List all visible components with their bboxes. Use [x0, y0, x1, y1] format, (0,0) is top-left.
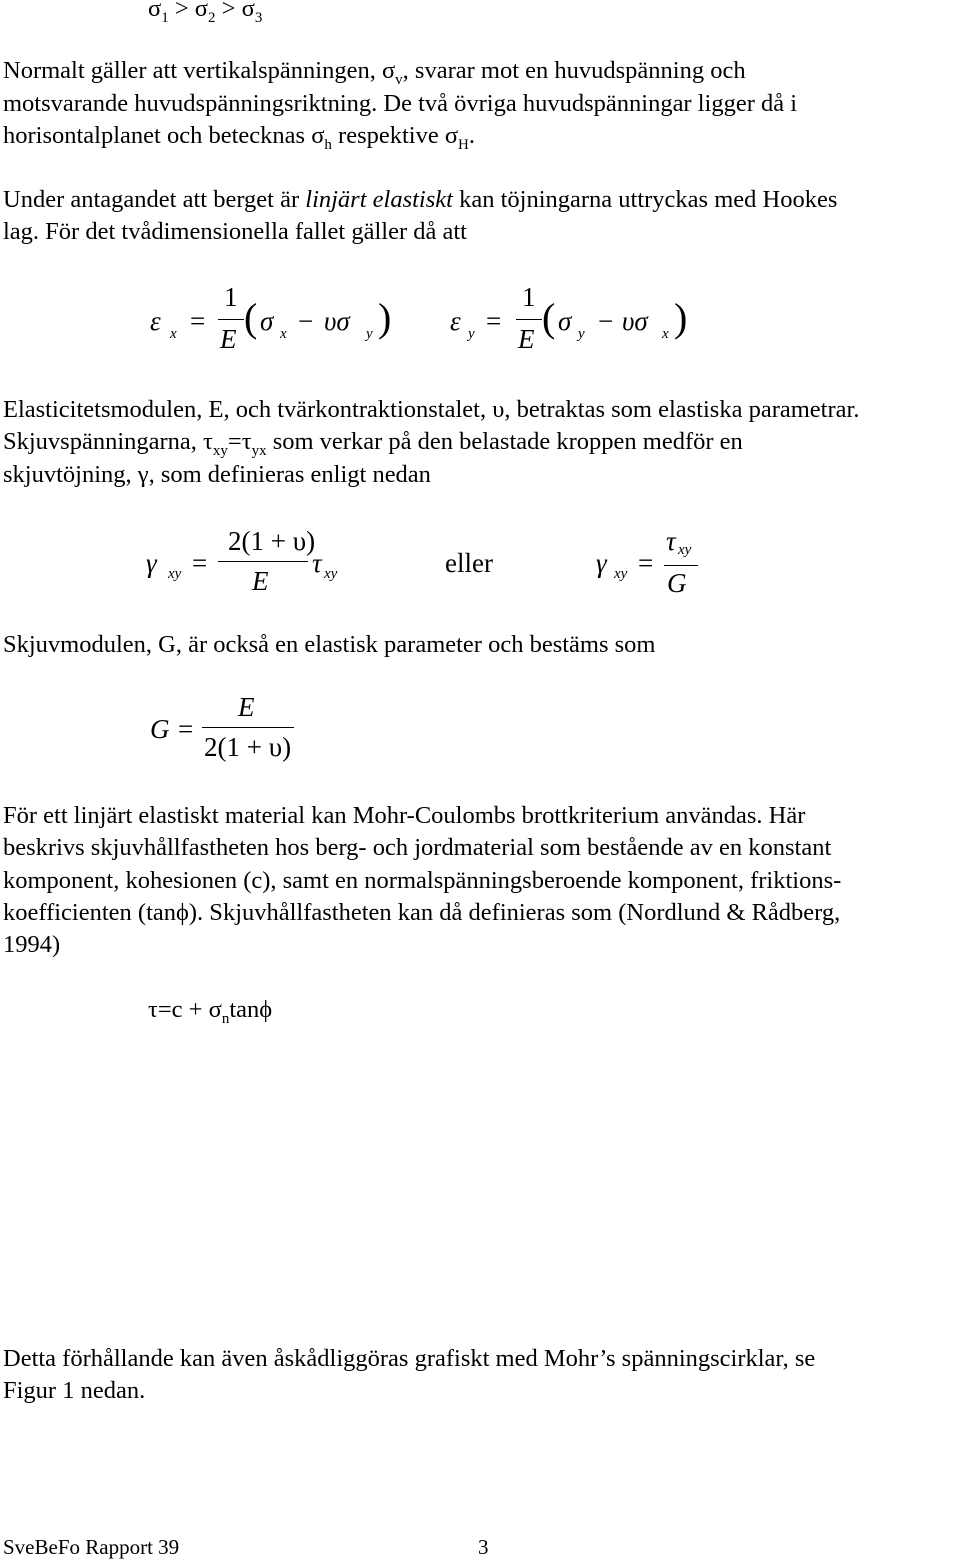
text: Under antagandet att berget är — [3, 186, 306, 213]
sub-y: y — [366, 326, 373, 342]
denominator-G: G — [667, 568, 687, 598]
subscript: h — [324, 137, 332, 153]
text-line: beskrivs skjuvhållfastheten hos berg- och jordmaterial som bestående av en konstant — [3, 834, 832, 861]
sub-xy: xy — [614, 566, 628, 582]
sub-x: x — [662, 326, 669, 342]
text-line — [3, 120, 475, 155]
text-line: Detta förhållande kan även åskådliggöras grafiskt med Mohr’s spänningscirklar, se — [3, 1345, 816, 1372]
text: Normalt gäller att vertikalspänningen, σ — [3, 57, 396, 84]
G-symbol: G — [150, 714, 170, 744]
sigma-symbol: σ — [260, 306, 274, 336]
subscript: n — [221, 1011, 230, 1027]
sigma-1: σ — [148, 0, 162, 22]
sigma-3: σ — [241, 0, 255, 22]
denominator: 2(1 + υ) — [204, 732, 292, 762]
gt-2: > — [215, 0, 242, 22]
text-line — [3, 55, 746, 90]
sub-x: x — [280, 326, 287, 342]
text: horisontalplanet och betecknas σ — [3, 122, 325, 149]
text: som verkar på den belastade kroppen medför en — [266, 428, 743, 455]
sub-xy: xy — [168, 566, 182, 582]
subscript: v — [395, 72, 403, 88]
nu-sigma: υσ — [324, 306, 350, 336]
text-line: lag. För det tvådimensionella fallet gäller då att — [3, 218, 467, 245]
sigma-symbol: σ — [558, 306, 572, 336]
gamma-symbol: γ — [596, 548, 607, 578]
nu-sigma: υσ — [622, 306, 648, 336]
fraction-bar — [202, 727, 294, 728]
equals: = — [486, 306, 502, 336]
text: τ=c + σ — [148, 996, 222, 1023]
or-word: eller — [445, 548, 493, 578]
text-line: motsvarande huvudspänningsriktning. De två övriga huvudspänningar ligger då i — [3, 90, 798, 117]
text-line: Figur 1 nedan. — [3, 1377, 146, 1404]
text: respektive σ — [331, 122, 459, 149]
mohr-coulomb-equation — [148, 994, 272, 1029]
sub-3: 3 — [254, 10, 263, 26]
sub-x: x — [170, 326, 177, 342]
tau-symbol: τ — [666, 526, 676, 556]
right-paren: ) — [378, 295, 392, 340]
fraction-bar — [664, 565, 698, 566]
eps-symbol: ε — [150, 306, 161, 336]
text: . — [468, 122, 476, 149]
sub-xy: xy — [324, 566, 338, 582]
text-line: koefficienten (tanϕ). Skjuvhållfastheten kan då definieras som (Nordlund & Rådberg, — [3, 899, 841, 926]
sub-1: 1 — [161, 10, 169, 26]
text: , svarar mot en huvudspänning och — [402, 57, 746, 84]
equals: = — [190, 306, 206, 336]
fraction-bar — [218, 319, 244, 320]
text: tanϕ — [229, 996, 273, 1023]
numerator: 1 — [522, 282, 536, 312]
text-line: skjuvtöjning, γ, som definieras enligt nedan — [3, 461, 431, 488]
equals: = — [192, 548, 208, 578]
text: Skjuvspänningarna, τ — [3, 428, 213, 455]
stress-ordering — [148, 0, 262, 28]
text-line: 1994) — [3, 931, 61, 958]
tau-symbol: τ — [312, 548, 322, 578]
paragraph-shear-modulus: Skjuvmodulen, G, är också en elastisk parameter och bestäms som — [3, 631, 656, 658]
subscript: yx — [251, 443, 267, 459]
sub-y: y — [468, 326, 475, 342]
footer-page-number: 3 — [478, 1535, 489, 1559]
left-paren: ( — [244, 295, 258, 340]
sub-y: y — [578, 326, 585, 342]
footer-report-name: SveBeFo Rapport 39 — [3, 1535, 180, 1559]
sigma-2: σ — [194, 0, 209, 22]
text: kan töjningarna uttryckas med Hookes — [452, 186, 838, 213]
denominator-E: E — [518, 324, 535, 354]
sub-2: 2 — [208, 10, 216, 26]
text-line: Elasticitetsmodulen, E, och tvärkontraktionstalet, υ, betraktas som elastiska parametrar. — [3, 396, 860, 423]
text-line: komponent, kohesionen (c), samt en normalspänningsberoende komponent, friktions- — [3, 867, 842, 894]
left-paren: ( — [542, 295, 556, 340]
numerator: 1 — [224, 282, 238, 312]
minus: − — [598, 306, 614, 336]
text-line — [3, 426, 743, 461]
equals: = — [638, 548, 654, 578]
numerator-E: E — [238, 692, 255, 722]
text-line — [3, 184, 837, 216]
gamma-symbol: γ — [146, 548, 157, 578]
text-line: För ett linjärt elastiskt material kan Mohr-Coulombs brottkriterium användas. Här — [3, 802, 806, 829]
text: =τ — [227, 428, 252, 455]
eps-symbol: ε — [450, 306, 461, 336]
numerator: 2(1 + υ) — [228, 526, 316, 556]
italic-text: linjärt elastiskt — [305, 186, 453, 213]
gt-1: > — [168, 0, 195, 22]
equals: = — [178, 714, 194, 744]
denominator-E: E — [252, 566, 269, 596]
subscript: H — [458, 137, 469, 153]
denominator-E: E — [220, 324, 237, 354]
subscript: xy — [212, 443, 228, 459]
fraction-bar — [218, 561, 308, 562]
right-paren: ) — [674, 295, 688, 340]
minus: − — [298, 306, 314, 336]
fraction-bar — [516, 319, 542, 320]
sub-xy: xy — [678, 542, 692, 558]
